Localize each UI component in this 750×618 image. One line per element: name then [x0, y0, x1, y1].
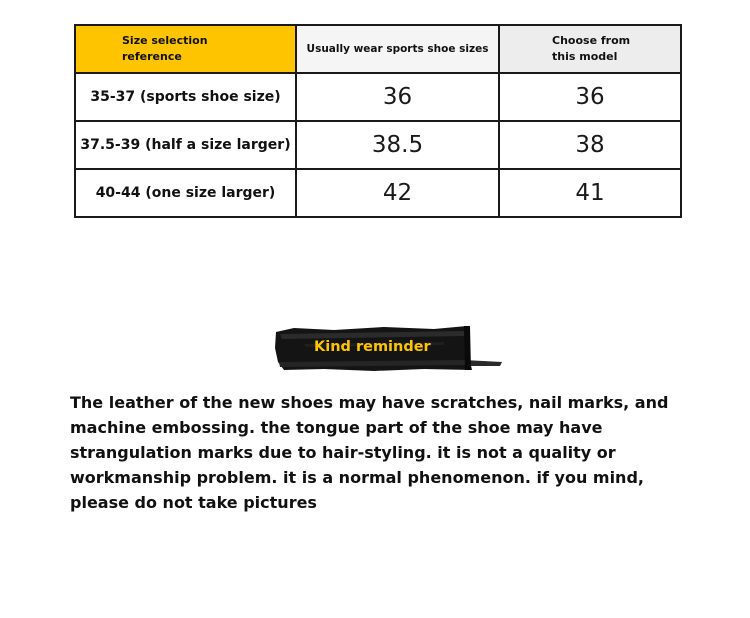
table-row: [75, 121, 681, 169]
header-choose-model-text: Choose from this model: [552, 34, 631, 63]
header-choose-model: [499, 25, 681, 73]
choose-size-cell: 36: [499, 73, 681, 121]
notice-text: The leather of the new shoes may have scratches, nail marks, and machine embossing. the tongue part of the shoe may have strangulation marks due to hair-styling. it is not a quality or workmanship problem. it is a normal phenomenon. if you mind, please do not take pictures: [70, 393, 669, 512]
size-chart-table: [74, 24, 682, 218]
range-cell: 37.5-39 (half a size larger): [75, 121, 296, 169]
usual-size-cell: 38.5: [296, 121, 499, 169]
usual-size-cell: 36: [296, 73, 499, 121]
range-cell: 40-44 (one size larger): [75, 169, 296, 217]
kind-reminder-banner: [274, 322, 504, 374]
choose-size-cell: 38: [499, 121, 681, 169]
header-usual-size: [296, 25, 499, 73]
header-usual-size-text: Usually wear sports shoe sizes: [306, 43, 489, 55]
header-size-reference: [75, 25, 296, 73]
header-size-reference-text: Size selection reference: [122, 34, 208, 63]
table-row: [75, 169, 681, 217]
kind-reminder-title: Kind reminder: [314, 339, 431, 355]
table-header-row: [75, 25, 681, 73]
range-cell: 35-37 (sports shoe size): [75, 73, 296, 121]
usual-size-cell: 42: [296, 169, 499, 217]
table-row: [75, 73, 681, 121]
choose-size-cell: 41: [499, 169, 681, 217]
